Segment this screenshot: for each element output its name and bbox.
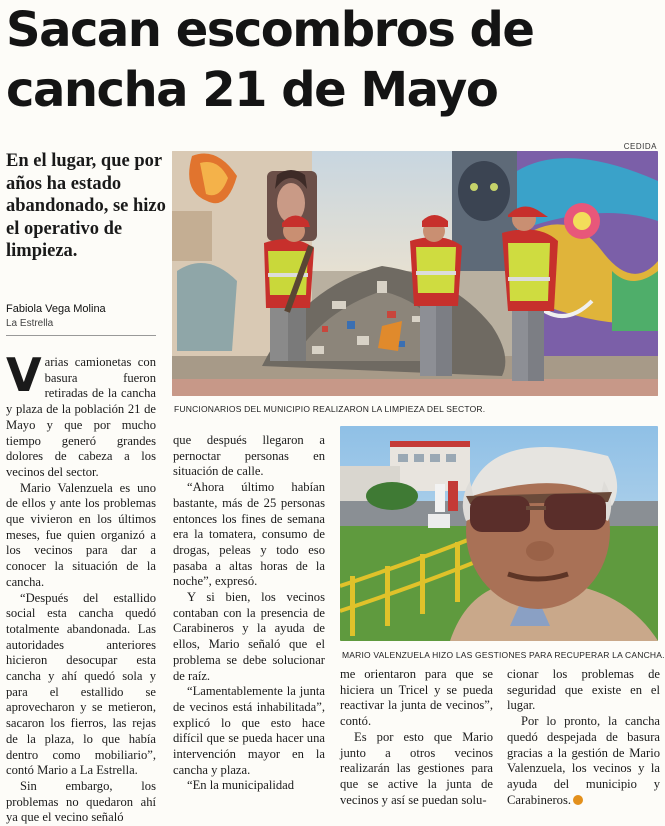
col1-paragraph-2: Mario Valenzuela es uno de ellos y ante los problemas que vivieron en los últimos meses, fue quien organizó a los vecinos para dar a conocer la situación de la cancha.: [6, 480, 156, 589]
col2-paragraph-1: que después llegaron a pernoctar personas en situación de calle.: [173, 433, 325, 479]
article-column-3: [340, 667, 493, 808]
outlet-name: La Estrella: [6, 318, 54, 329]
lead-text: En el lugar, que por años ha estado abandonado, se hizo el operativo de limpieza.: [6, 151, 166, 261]
portrait-photo: [340, 426, 658, 641]
col1-paragraph-4: Sin embargo, los problemas no quedaron ahí ya que el vecino señaló: [6, 778, 156, 825]
col4-paragraph-1: cionar los problemas de seguridad que existe en el lugar.: [507, 667, 660, 713]
headline: Sacan escombros de cancha 21 de Mayo: [6, 2, 534, 118]
author-name: Fabiola Vega Molina: [6, 303, 106, 315]
col2-paragraph-5: “En la municipalidad: [187, 778, 295, 793]
photo-credit: CEDIDA: [623, 142, 657, 151]
col3-paragraph-2: Es por esto que Mario junto a otros vecinos realizarán las gestiones para que se active la junta de vecinos y así se puedan solu-: [340, 729, 493, 807]
col1-paragraph-1: arias camionetas con basura fueron retiradas de la cancha y plaza de la población 21 de Mayo y que por mucho tiempo generó grandes dolores de cabeza a los vecinos del sector.: [6, 355, 156, 479]
article-column-2: [173, 433, 325, 794]
drop-cap: V: [6, 348, 42, 402]
col3-paragraph-1: me orientaron para que se hiciera un Tricel y se pueda reactivar la junta de vecinos”, contó.: [340, 667, 493, 729]
col4-paragraph-2: Por lo pronto, la cancha quedó despejada de basura gracias a la gestión de Mario Valenzuela, los vecinos y la ayuda del municipio y Carabineros.: [507, 714, 660, 807]
col2-paragraph-3: Y si bien, los vecinos contaban con la presencia de Carabineros y la ayuda de ellos, Mario señaló que el problema se debe solucionar de raíz.: [173, 590, 325, 683]
col2-paragraph-4: “Lamentablemente la junta de vecinos está inhabilitada”, explicó lo que esto hace difícil que se pueda hacer una intervención mayor en la cancha y plaza.: [173, 684, 325, 777]
end-mark-icon: [573, 795, 583, 805]
photo2-caption: MARIO VALENZUELA HIZO LAS GESTIONES PARA RECUPERAR LA CANCHA.: [342, 650, 665, 660]
byline-divider: [6, 335, 156, 336]
cleanup-photo: [172, 151, 658, 396]
photo1-caption: FUNCIONARIOS DEL MUNICIPIO REALIZARON LA LIMPIEZA DEL SECTOR.: [174, 404, 486, 414]
article-column-4: [507, 667, 660, 808]
article-column-1: [6, 348, 156, 826]
col1-paragraph-3: “Después del estallido social esta cancha quedó totalmente abandonada. Las autoridades anteriores hicieron desocupar esta cancha y ahí quedó sola y para el estallido se aprovecharon y se metieron, sacaron los fierros, las rejas de la plaza, lo que había dentro como mobiliario”, contó Mario a La Estrella.: [6, 590, 156, 778]
col2-paragraph-2: “Ahora último habían bastante, más de 25 personas entonces los fines de semana era la tomatera, consumo de drogas, peleas y todo eso pasaba a altas horas de la noche”, expresó.: [173, 480, 325, 589]
